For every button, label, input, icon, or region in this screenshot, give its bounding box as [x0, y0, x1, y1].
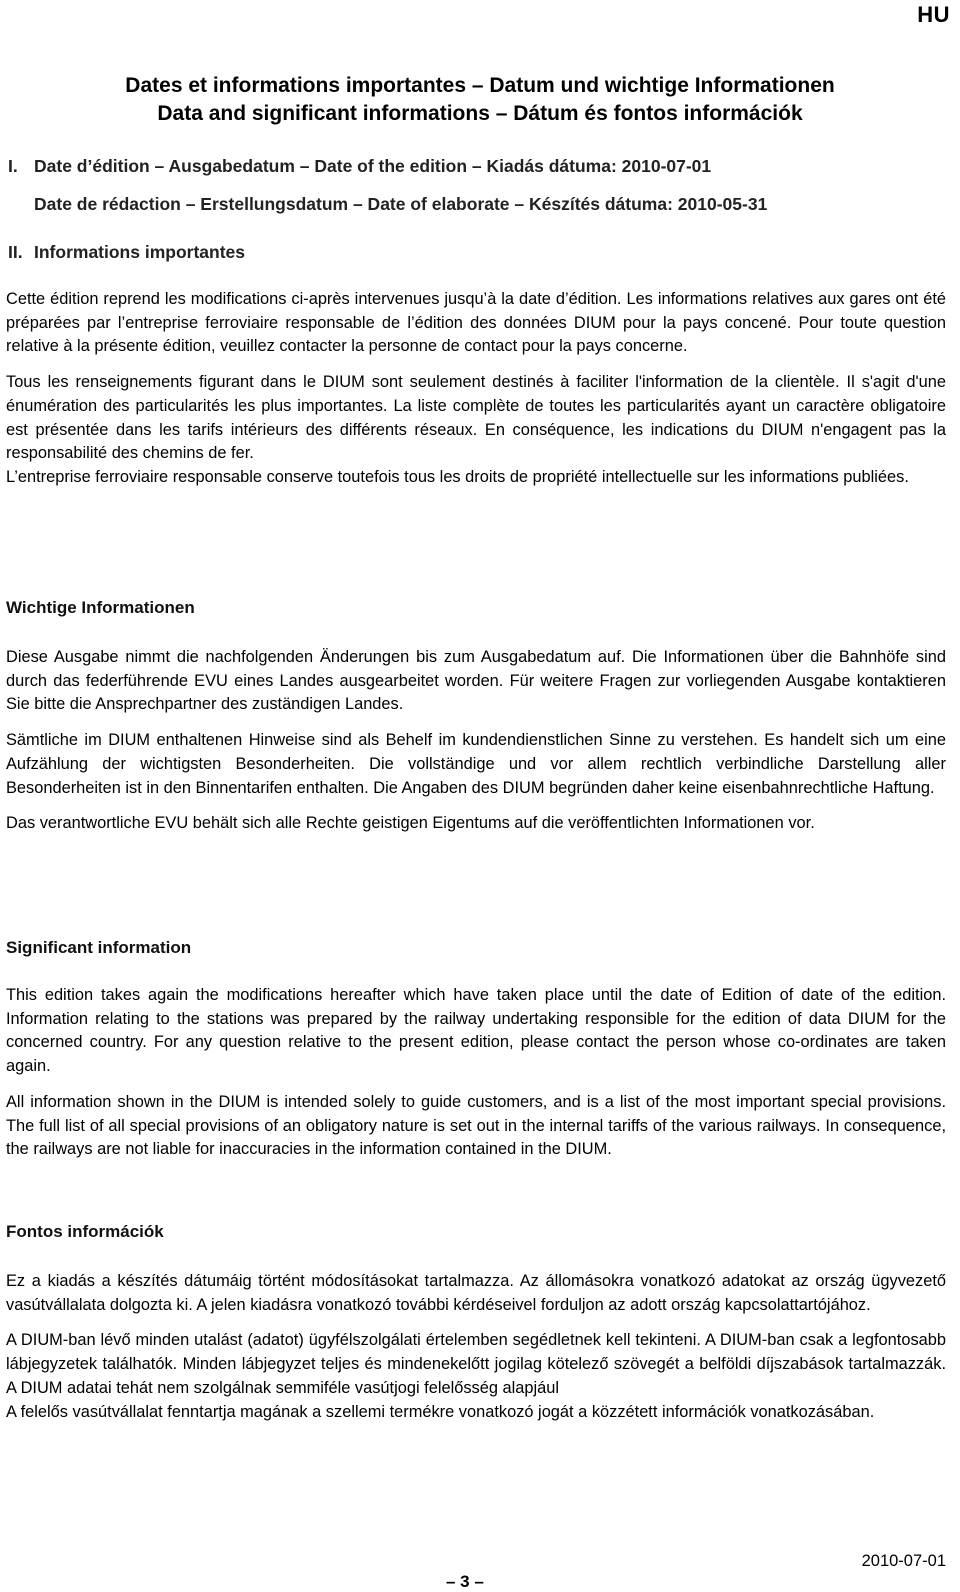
- french-paragraph-3: L’entreprise ferroviaire responsable conserve toutefois tous les droits de propriété intellectuelle sur les informations publiées.: [6, 467, 909, 486]
- english-heading: Significant information: [6, 938, 192, 957]
- hungarian-heading: Fontos információk: [6, 1222, 164, 1241]
- elaboration-date-text: Date de rédaction – Erstellungsdatum – Date of elaborate – Készítés dátuma: 2010-05-31: [34, 194, 768, 214]
- section-ii-number: II.: [8, 242, 23, 262]
- section-ii-title: Informations importantes: [34, 242, 245, 262]
- french-text-block: [6, 288, 946, 490]
- german-heading: Wichtige Informationen: [6, 598, 195, 617]
- german-paragraph-1: Diese Ausgabe nimmt die nachfolgenden Änderungen bis zum Ausgabedatum auf. Die Informationen über die Bahnhöfe sind durch das federführende EVU eines Landes ausgearbeitet worden. Für weitere Fragen zur vorliegenden Ausgabe kontaktieren Sie bitte die Ansprechpartner des zuständigen Landes.: [6, 648, 946, 714]
- hungarian-paragraph-2: A DIUM-ban lévő minden utalást (adatot) ügyfélszolgálati értelemben segédletnek kell tekinteni. A DIUM-ban csak a legfontosabb lábjegyzetek találhatók. Minden lábjegyzet teljes és mindenekelőtt jogilag kötelező szövegét a belföldi díjszabások tartalmazzák. A DIUM adatai tehát nem szolgálnak semmiféle vasútjogi felelősség alapjául: [6, 1331, 946, 1397]
- german-paragraph-3: Das verantwortliche EVU behält sich alle Rechte geistigen Eigentums auf die veröffentlichten Informationen vor.: [6, 814, 815, 833]
- document-title-line2: Data and significant informations – Dátum és fontos információk: [157, 102, 803, 125]
- hungarian-paragraph-1: Ez a kiadás a készítés dátumáig történt módosításokat tartalmazza. Az állomásokra vonatkozó adatokat az ország ügyvezető vasútvállalata dolgozta ki. A jelen kiadásra vonatkozó további kérdéseivel forduljon az adott ország kapcsolattartójához.: [6, 1272, 946, 1314]
- german-text-block: [6, 646, 946, 836]
- section-ii-heading: [8, 242, 245, 263]
- document-title-line1: Dates et informations importantes – Datum und wichtige Informationen: [125, 74, 835, 97]
- english-text-block: [6, 984, 946, 1162]
- section-i-elaboration-date: [8, 194, 767, 215]
- footer-date: 2010-07-01: [861, 1552, 946, 1570]
- language-code: HU: [917, 2, 950, 27]
- edition-date-text: Date d’édition – Ausgabedatum – Date of the edition – Kiadás dátuma: 2010-07-01: [34, 156, 712, 176]
- english-paragraph-1: This edition takes again the modifications hereafter which have taken place until the date of Edition of date of the edition. Information relating to the stations was prepared by the railway undertaking responsible for the edition of data DIUM for the concerned country. For any question relative to the present edition, please contact the person whose co-ordinates are taken again.: [6, 986, 946, 1076]
- section-i-edition-date: [8, 156, 711, 177]
- german-paragraph-2: Sämtliche im DIUM enthaltenen Hinweise sind als Behelf im kundendienstlichen Sinne zu verstehen. Es handelt sich um eine Aufzählung der wichtigsten Besonderheiten. Die vollständige und vor allem rechtlich verbindliche Darstellung aller Besonderheiten ist in den Binnentarifen enthalten. Die Angaben des DIUM begründen daher keine eisenbahnrechtliche Haftung.: [6, 731, 946, 797]
- english-paragraph-2: All information shown in the DIUM is intended solely to guide customers, and is a list of the most important special provisions. The full list of all special provisions of an obligatory nature is set out in the internal tariffs of the various railways. In consequence, the railways are not liable for inaccuracies in the information contained in the DIUM.: [6, 1092, 946, 1159]
- french-paragraph-1: Cette édition reprend les modifications ci-après intervenues jusqu’à la date d’édition. Les informations relatives aux gares ont été préparées par l’entreprise ferroviaire responsable de l’édition des données DIUM pour la pays concené. Pour toute question relative à la présente édition, veuillez contacter la personne de contact pour la pays concerne.: [6, 290, 946, 356]
- hungarian-paragraph-3: A felelős vasútvállalat fenntartja magának a szellemi termékre vonatkozó jogát a közzétett információk vonatkozásában.: [6, 1402, 875, 1421]
- hungarian-text-block: [6, 1270, 946, 1424]
- french-paragraph-2: Tous les renseignements figurant dans le DIUM sont seulement destinés à faciliter l'information de la clientèle. Il s'agit d'une énumération des particularités les plus importantes. La liste complète de toutes les particularités ayant un caractère obligatoire est présentée dans les tarifs intérieurs des différents réseaux. En conséquence, les indications du DIUM n'engagent pas la responsabilité des chemins de fer.: [6, 373, 946, 463]
- section-i-number: I.: [8, 156, 18, 176]
- page-number: – 3 –: [446, 1572, 484, 1591]
